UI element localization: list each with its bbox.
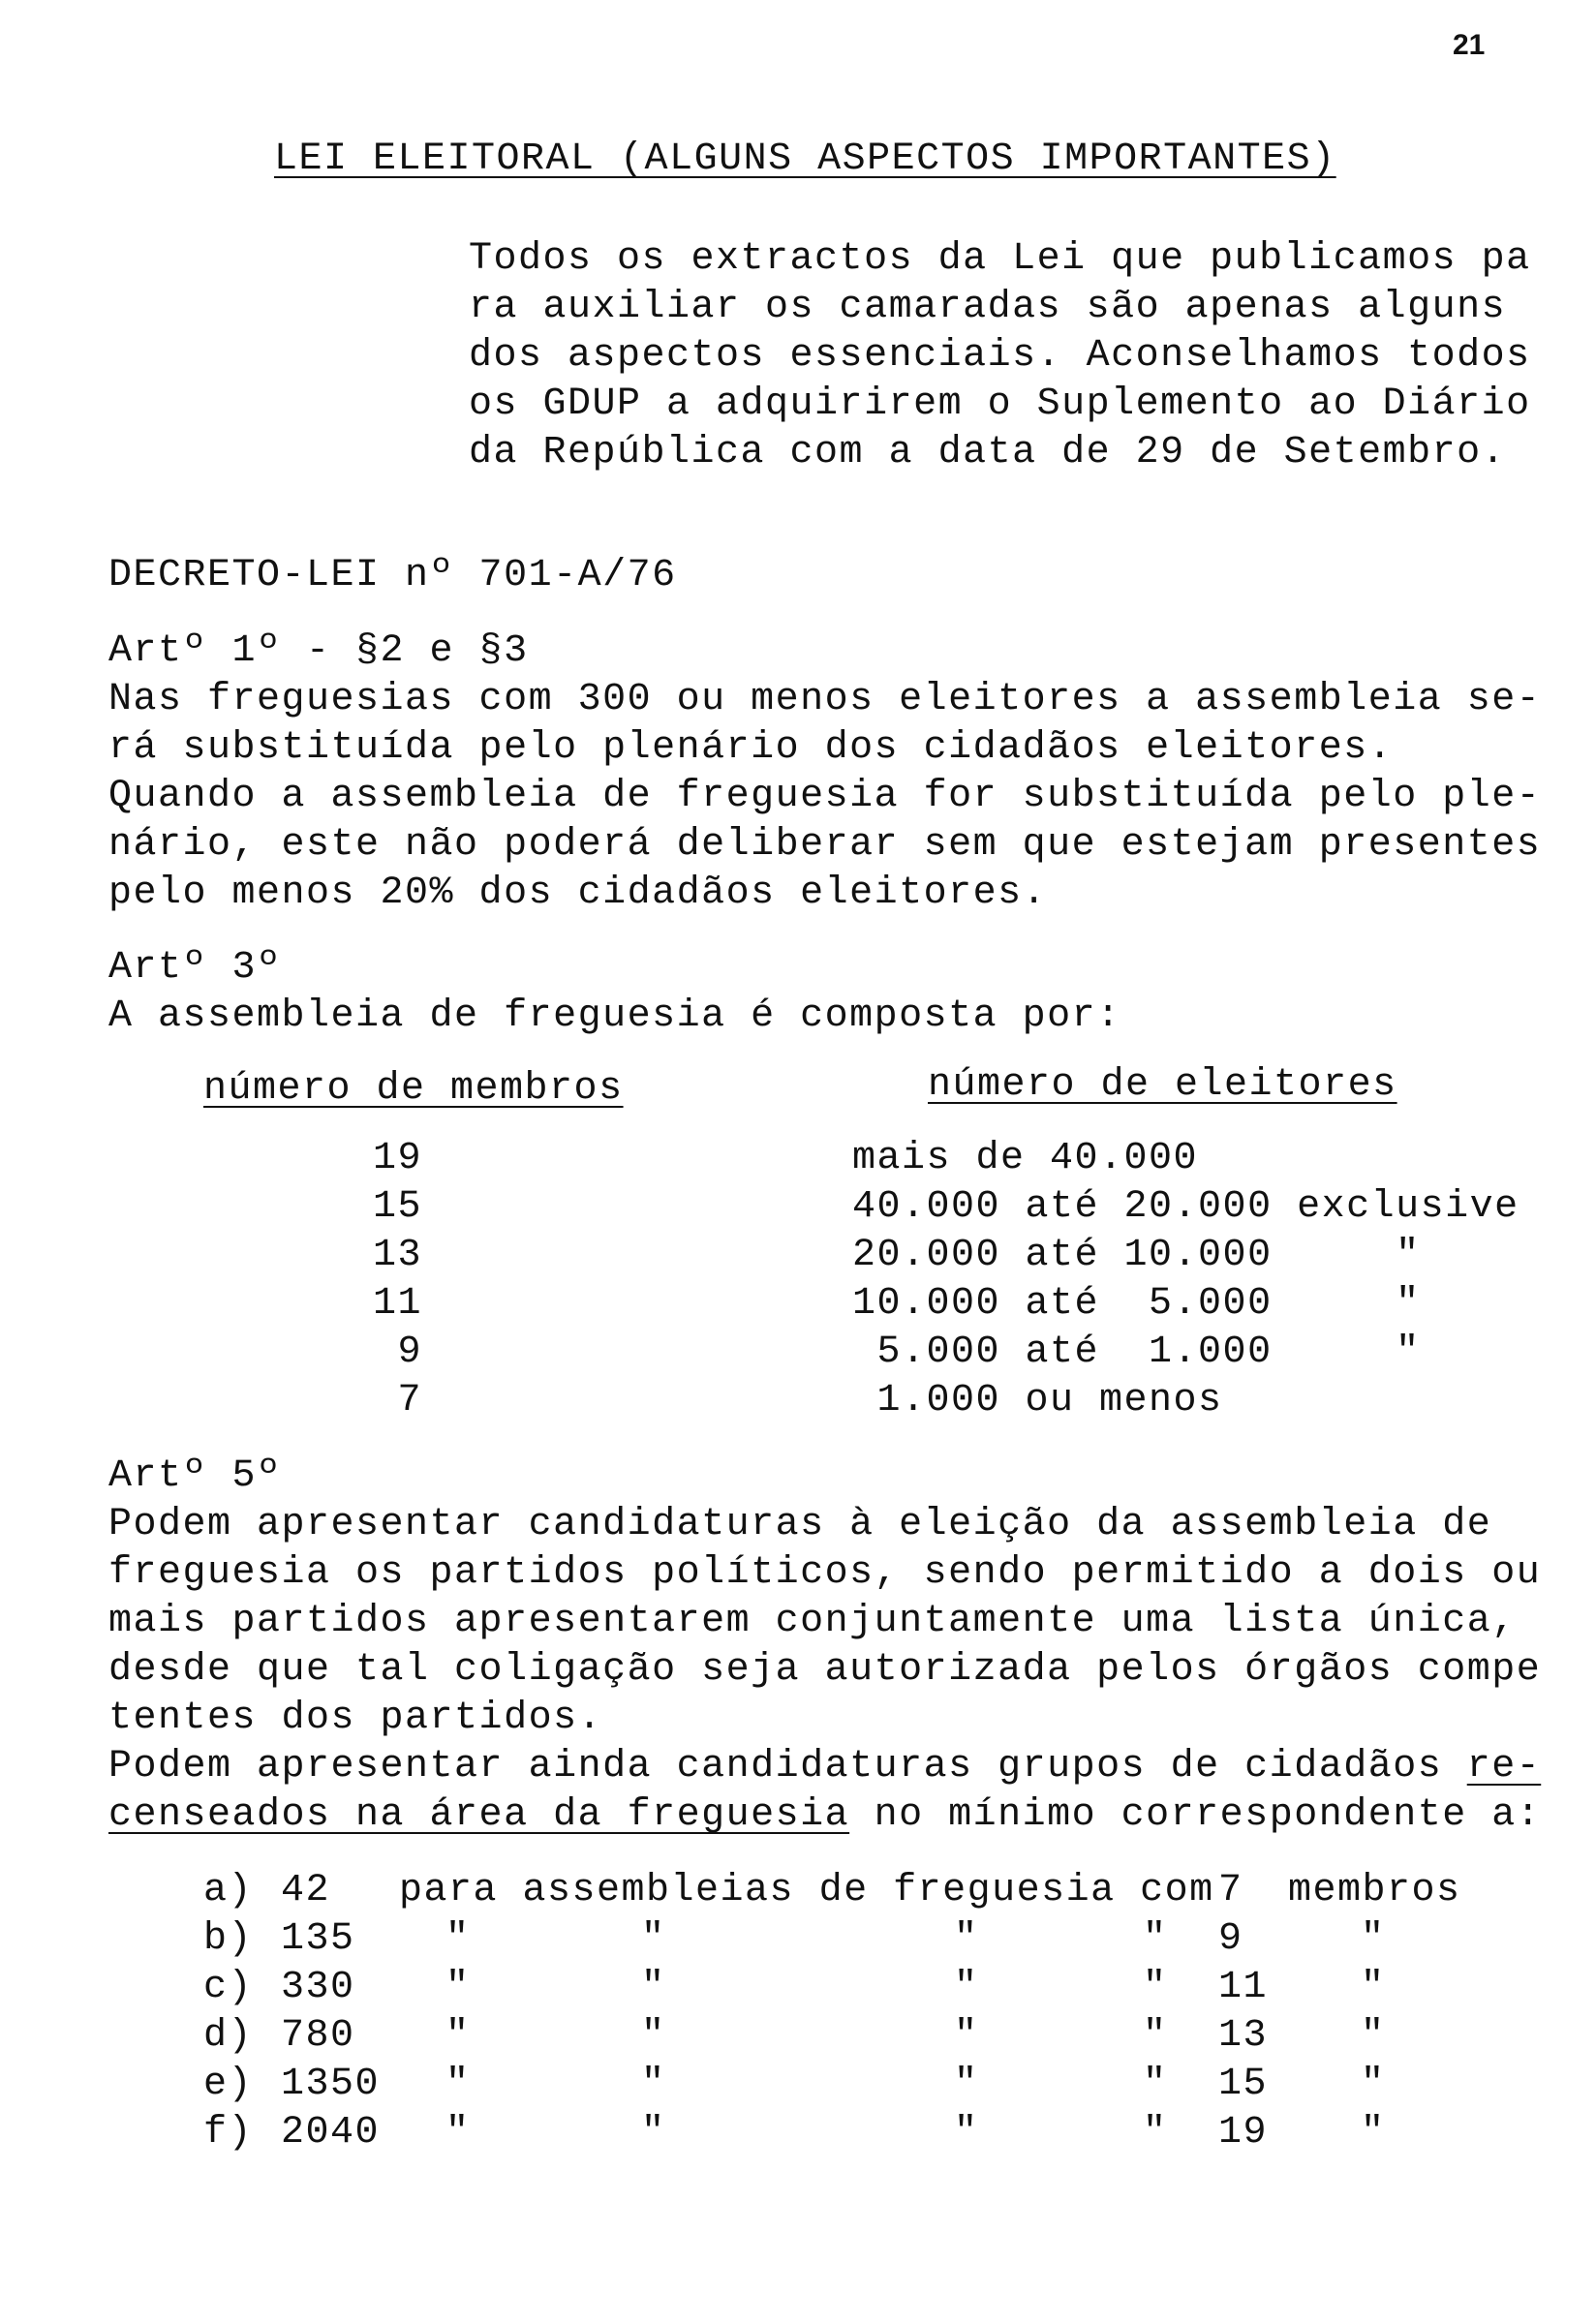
ditto-mark: " [641, 1917, 666, 1961]
members-cell: 15 [372, 1185, 422, 1229]
ditto-mark: " [1143, 2014, 1168, 2058]
intro-line: da República com a data de 29 de Setembro. [469, 431, 1507, 474]
ditto-mark: " [1361, 2014, 1386, 2058]
article-1 [108, 627, 1541, 918]
article-line: freguesia os partidos políticos, sendo permitido a dois ou [108, 1551, 1542, 1595]
list-letter: b) [203, 1917, 254, 1961]
ditto-mark: " [641, 2111, 666, 2155]
list-members: 13 [1218, 2014, 1269, 2058]
members-cell: 13 [372, 1234, 422, 1277]
decree-title: DECRETO-LEI nº 701-A/76 [108, 554, 677, 597]
list-count: 2040 [281, 2111, 381, 2155]
page-number: 21 [1453, 29, 1486, 61]
article-title: Artº 5º [108, 1454, 282, 1498]
members-column [329, 1135, 422, 1425]
article-title: Artº 3º [108, 946, 282, 990]
ditto-mark: " [954, 1966, 979, 2009]
members-cell: 11 [372, 1282, 422, 1326]
ditto-mark: " [1143, 2111, 1168, 2155]
members-cell: 9 [397, 1330, 422, 1374]
ditto-mark: " [641, 2063, 666, 2106]
voters-cell: 10.000 até 5.000 " [852, 1282, 1421, 1326]
voters-cell: 40.000 até 20.000 exclusive [852, 1185, 1519, 1229]
list-members: 9 [1218, 1917, 1243, 1961]
ditto-mark: " [641, 1966, 666, 2009]
page-title: LEI ELEITORAL (ALGUNS ASPECTOS IMPORTANTES) [274, 138, 1336, 181]
list-count: 135 [281, 1917, 355, 1961]
ditto-mark: " [641, 2014, 666, 2058]
intro-line: ra auxiliar os camaradas são apenas alguns [469, 286, 1507, 329]
list-count: 330 [281, 1966, 355, 2009]
article-line-part: Podem apresentar ainda candidaturas grupos de cidadãos [108, 1745, 1467, 1789]
members-cell: 7 [397, 1379, 422, 1422]
article-line-part: no mínimo correspondente a: [849, 1793, 1542, 1837]
intro-line: Todos os extractos da Lei que publicamos pa [469, 237, 1531, 281]
ditto-mark: " [1143, 1917, 1168, 1961]
members-cell: 19 [372, 1137, 422, 1180]
article-line: pelo menos 20% dos cidadãos eleitores. [108, 872, 1048, 915]
list-letter: a) [203, 1869, 254, 1912]
article-line: Quando a assembleia de freguesia for substituída pelo ple- [108, 775, 1542, 818]
ditto-mark: " [1143, 2063, 1168, 2106]
ditto-mark: " [954, 2111, 979, 2155]
voters-column [852, 1135, 1519, 1425]
list-members: 15 [1218, 2063, 1269, 2106]
intro-paragraph [469, 235, 1531, 477]
article-line: nário, este não poderá deliberar sem que estejam presentes [108, 823, 1542, 867]
article-line: rá substituída pelo plenário dos cidadãos eleitores. [108, 726, 1394, 770]
article-line [108, 1743, 1541, 1791]
ditto-mark: " [445, 2063, 471, 2106]
members-column-header: número de membros [203, 1067, 624, 1111]
ditto-mark: " [445, 2111, 471, 2155]
ditto-mark: " [1361, 1966, 1386, 2009]
ditto-mark: " [445, 1966, 471, 2009]
article-intro: A assembleia de freguesia é composta por: [108, 994, 1121, 1038]
article-5 [108, 1452, 1541, 1840]
list-letter: f) [203, 2111, 254, 2155]
ditto-mark: " [1361, 2063, 1386, 2106]
article-line [108, 1791, 1541, 1840]
ditto-mark: " [445, 2014, 471, 2058]
list-letter: c) [203, 1966, 254, 2009]
article-line: tentes dos partidos. [108, 1697, 603, 1740]
list-count: 780 [281, 2014, 355, 2058]
list-unit: membros [1288, 1869, 1461, 1912]
ditto-mark: " [954, 2014, 979, 2058]
intro-line: os GDUP a adquirirem o Suplemento ao Diário [469, 382, 1531, 426]
voters-cell: 5.000 até 1.000 " [852, 1330, 1421, 1374]
article-3 [108, 944, 1121, 1041]
voters-cell: mais de 40.000 [852, 1137, 1199, 1180]
ditto-mark: " [1361, 2111, 1386, 2155]
article-line: Nas freguesias com 300 ou menos eleitores a assembleia se- [108, 678, 1542, 721]
list-members: 11 [1218, 1966, 1269, 2009]
intro-line: dos aspectos essenciais. Aconselhamos todos [469, 334, 1531, 378]
article-line: desde que tal coligação seja autorizada pelos órgãos compe [108, 1648, 1542, 1692]
article-line: Podem apresentar candidaturas à eleição da assembleia de [108, 1503, 1492, 1546]
list-count: 1350 [281, 2063, 381, 2106]
voters-cell: 20.000 até 10.000 " [852, 1234, 1421, 1277]
list-members: 7 [1218, 1869, 1243, 1912]
underlined-text: re- [1466, 1745, 1542, 1789]
underlined-text: censeados na área da freguesia [108, 1793, 850, 1837]
article-title: Artº 1º - §2 e §3 [108, 629, 529, 673]
list-text: para assembleias de freguesia com [399, 1869, 1214, 1912]
ditto-mark: " [954, 2063, 979, 2106]
ditto-mark: " [954, 1917, 979, 1961]
list-members: 19 [1218, 2111, 1269, 2155]
ditto-mark: " [1143, 1966, 1168, 2009]
ditto-mark: " [1361, 1917, 1386, 1961]
list-letter: e) [203, 2063, 254, 2106]
list-count: 42 [281, 1869, 331, 1912]
ditto-mark: " [445, 1917, 471, 1961]
list-letter: d) [203, 2014, 254, 2058]
voters-cell: 1.000 ou menos [852, 1379, 1223, 1422]
voters-column-header: número de eleitores [928, 1063, 1397, 1107]
article-line: mais partidos apresentarem conjuntamente uma lista única, [108, 1600, 1517, 1643]
